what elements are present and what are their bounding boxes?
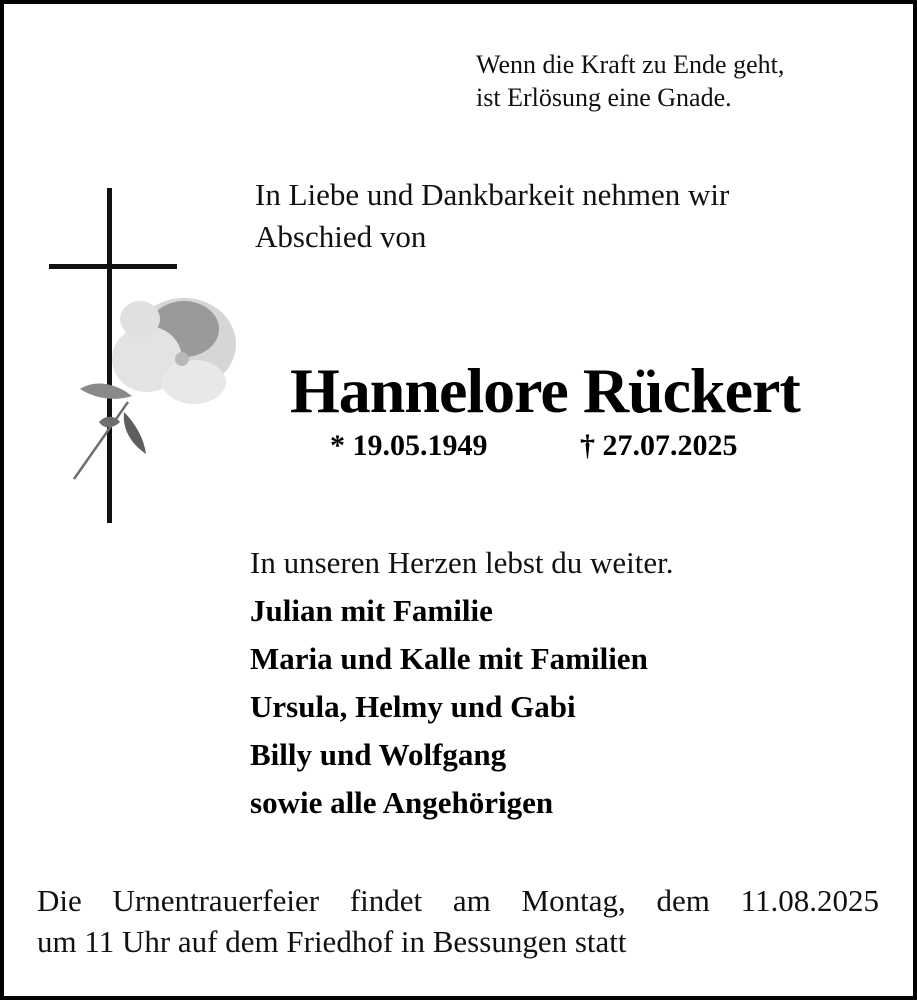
deceased-name: Hannelore Rückert xyxy=(290,355,800,426)
service-line-1 xyxy=(37,880,879,921)
mourner: Julian mit Familie xyxy=(250,593,493,628)
intro-line-2: Abschied von xyxy=(255,219,427,254)
service-word: am xyxy=(452,883,491,918)
service-word: Montag, xyxy=(521,883,626,918)
birth-date: * 19.05.1949 xyxy=(330,429,488,462)
motto-line-1: Wenn die Kraft zu Ende geht, xyxy=(476,50,785,79)
service-word: Urnentrauerfeier xyxy=(112,883,320,918)
mourners-list xyxy=(250,539,674,827)
mourner: Ursula, Helmy und Gabi xyxy=(250,689,576,724)
motto-line-2: ist Erlösung eine Gnade. xyxy=(476,83,732,112)
service-word: Die xyxy=(37,883,82,918)
life-dates xyxy=(330,426,738,466)
mourner: sowie alle Angehörigen xyxy=(250,785,554,820)
death-date: † 27.07.2025 xyxy=(580,429,738,462)
service-date: 11.08.2025 xyxy=(740,883,879,918)
service-info xyxy=(37,880,879,962)
service-word: findet xyxy=(349,883,423,918)
mourner: Maria und Kalle mit Familien xyxy=(250,641,648,676)
intro-line-1: In Liebe und Dankbarkeit nehmen wir xyxy=(255,177,730,212)
mourner: Billy und Wolfgang xyxy=(250,737,507,772)
service-word: dem xyxy=(656,883,710,918)
intro-text xyxy=(255,174,729,258)
motto-quote xyxy=(476,48,784,114)
family-lead-line: In unseren Herzen lebst du weiter. xyxy=(250,545,674,580)
service-line-2: um 11 Uhr auf dem Friedhof in Bessungen statt xyxy=(37,924,627,959)
cross-with-rose-icon xyxy=(44,184,244,529)
